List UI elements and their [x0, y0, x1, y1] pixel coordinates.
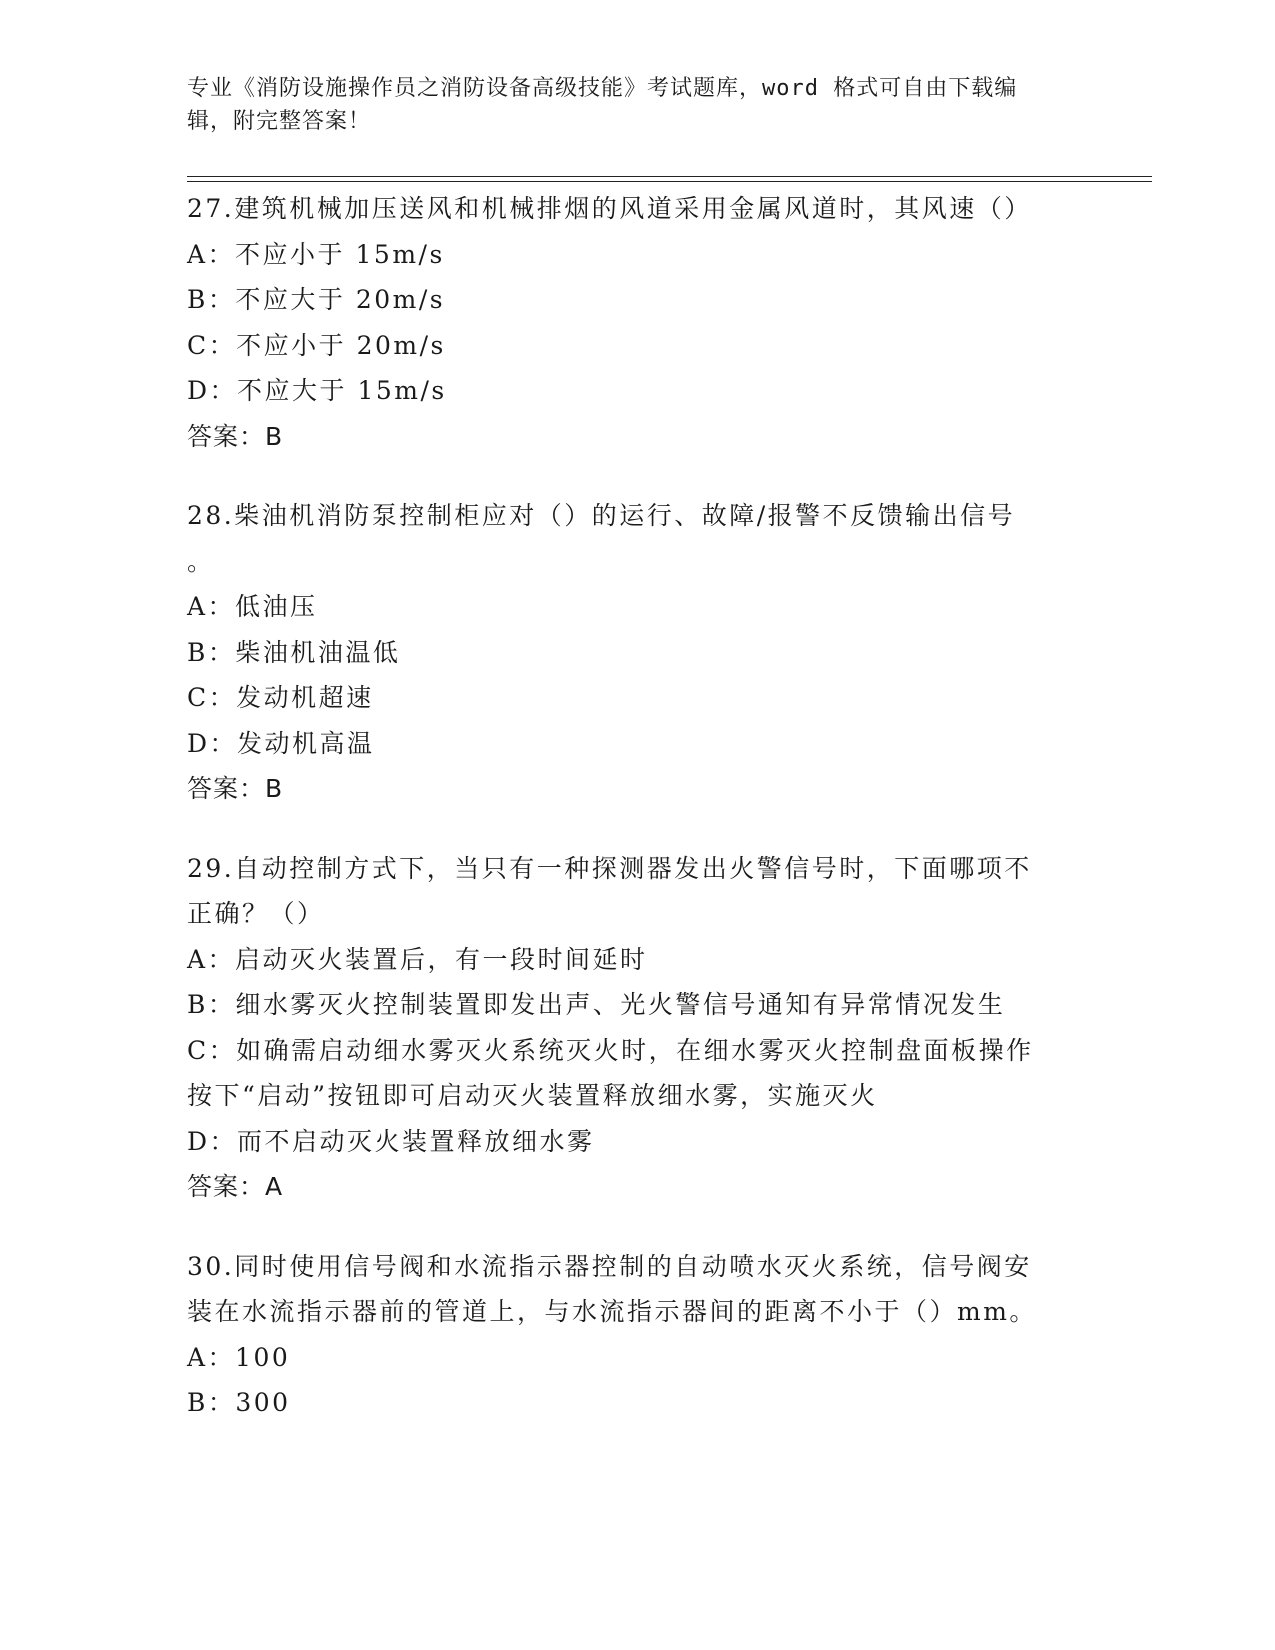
question-stem: 29.自动控制方式下，当只有一种探测器发出火警信号时，下面哪项不: [187, 853, 1032, 883]
answer-label: 答案：B: [187, 774, 284, 803]
option-a: A：启动灭火装置后，有一段时间延时: [187, 944, 648, 974]
question-stem: 27.建筑机械加压送风和机械排烟的风道采用金属风道时，其风速（）: [187, 194, 1032, 223]
header-line-1: 专业《消防设施操作员之消防设备高级技能》考试题库，word 格式可自由下载编: [187, 76, 1018, 101]
document-header: [187, 72, 1067, 138]
option-a: A：低油压: [187, 592, 318, 621]
option-a: A：不应小于 15m/s: [187, 239, 445, 269]
question-stem-continued: 正确？（）: [187, 899, 325, 928]
option-b: B：不应大于 20m/s: [187, 285, 446, 314]
question-list: [187, 186, 1087, 1460]
option-b: B：300: [187, 1388, 291, 1417]
option-b: B：柴油机油温低: [187, 637, 401, 667]
question-stem: 28.柴油机消防泵控制柜应对（）的运行、故障/报警不反馈输出信号: [187, 501, 1016, 530]
question-stem-continued: 装在水流指示器前的管道上，与水流指示器间的距离不小于（）mm。: [187, 1297, 1037, 1326]
option-a: A：100: [187, 1342, 291, 1372]
question-29: [187, 846, 1087, 1210]
option-d: D：不应大于 15m/s: [187, 376, 447, 405]
option-c: C：发动机超速: [187, 683, 374, 712]
option-c-continued: 按下“启动”按钮即可启动灭火装置释放细水雾，实施灭火: [187, 1081, 878, 1110]
question-stem-continued: 。: [187, 546, 215, 576]
answer-label: 答案：B: [187, 421, 284, 451]
option-d: D：而不启动灭火装置释放细水雾: [187, 1126, 595, 1156]
question-stem: 30.同时使用信号阀和水流指示器控制的自动喷水灭火系统，信号阀安: [187, 1251, 1032, 1281]
question-27: [187, 186, 1087, 459]
option-b: B：细水雾灭火控制装置即发出声、光火警信号通知有异常情况发生: [187, 990, 1006, 1019]
answer-label: 答案：A: [187, 1172, 284, 1201]
header-line-2: 辑，附完整答案！: [187, 109, 372, 134]
header-divider-bottom: [187, 181, 1152, 182]
option-c: C：如确需启动细水雾灭火系统灭火时，在细水雾灭火控制盘面板操作: [187, 1035, 1034, 1065]
question-30: [187, 1244, 1087, 1426]
question-28: [187, 493, 1087, 812]
option-d: D：发动机高温: [187, 728, 375, 758]
header-divider-top: [187, 176, 1152, 177]
option-c: C：不应小于 20m/s: [187, 330, 446, 360]
